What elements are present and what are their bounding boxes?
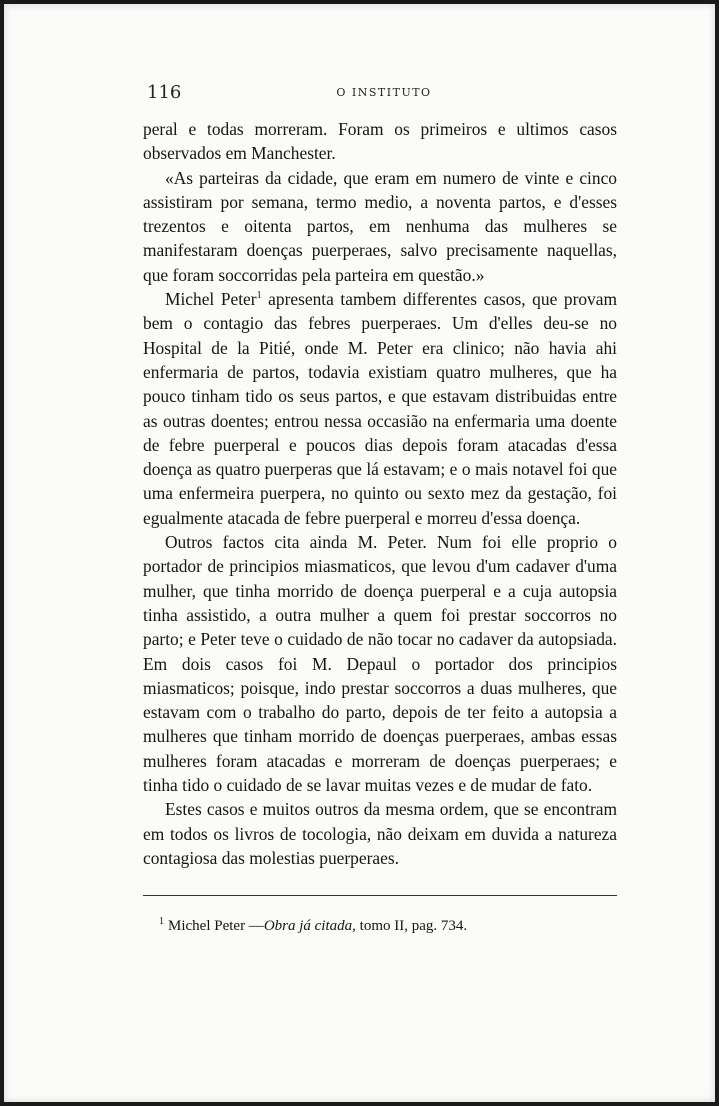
paragraph-2: «As parteiras da cidade, que eram em numero de vinte e cinco assistiram por semana, termo medio, a noventa partos, e d'esses trezentos e oitenta partos, em nenhuma das mulheres se manifestaram doenças puerperaes, salvo precisamente naquellas, que foram soccorridas pela parteira em questão.»: [143, 167, 617, 285]
paragraph-1: peral e todas morreram. Foram os primeiros e ultimos casos observados em Manchester.: [143, 119, 617, 164]
paragraph-3-text: apresenta tambem differentes casos, que provam bem o contagio das febres puerperaes. Um d'elles deu-se no Hospital de la Pitié, onde M. Peter era clinico; não havia ahi enfermaria de partos, todavia existiam quatro mulheres, que ha pouco tinham tido os seus partos, e que estavam distribuidas entre as outras doentes; entrou nessa occasião na enfermaria uma doente de febre puerperal e poucos dias depois foram atacadas d'essa doença as quatro puerperas que lá estavam; e o mais notavel foi que uma enfermeira puerpera, no quinto ou sexto mez da gestação, foi egualmente atacada de febre puerperal e morreu d'essa doença.: [143, 289, 617, 528]
page-number: 116: [147, 82, 182, 103]
paragraph-5: Estes casos e muitos outros da mesma ordem, que se encontram em todos os livros de tocologia, não deixam em duvida a natureza contagiosa das molestias puerperaes.: [143, 799, 617, 868]
page-header: [147, 82, 621, 106]
running-title: O INSTITUTO: [336, 86, 432, 99]
footnote-divider: [143, 895, 617, 896]
footnote-marker: 1: [159, 916, 164, 927]
footnote-detail: tomo II, pag. 734.: [359, 918, 468, 934]
paragraph-3: [143, 287, 617, 530]
footnote-author: Michel Peter —: [168, 918, 264, 934]
body-text: [143, 117, 617, 870]
paragraph-3-lead: Michel Peter: [165, 289, 257, 310]
paragraph-4: Outros factos cita ainda M. Peter. Num foi elle proprio o portador de principios miasmaticos, que levou d'um cadaver d'uma mulher, que tinha morrido de doença puerperal e a cuja autopsia tinha assistido, a outra mulher a quem foi prestar soccorros no parto; e Peter teve o cuidado de não tocar no cadaver da autopsiada. Em dois casos foi M. Depaul o portador dos principios miasmaticos; poisque, indo prestar soccorros a duas mulheres, que estavam com o trabalho do parto, depois de ter feito a autopsia a mulheres que tinham morrido de doenças puerperaes, ambas essas mulheres foram atacadas e morreram de doenças puerperaes; e tinha tido o cuidado de se lavar muitas vezes e de mudar de fato.: [143, 532, 617, 796]
footnote-work: Obra já citada,: [263, 918, 356, 934]
footnote: [143, 912, 617, 936]
footnote-reference[interactable]: 1: [256, 290, 262, 302]
